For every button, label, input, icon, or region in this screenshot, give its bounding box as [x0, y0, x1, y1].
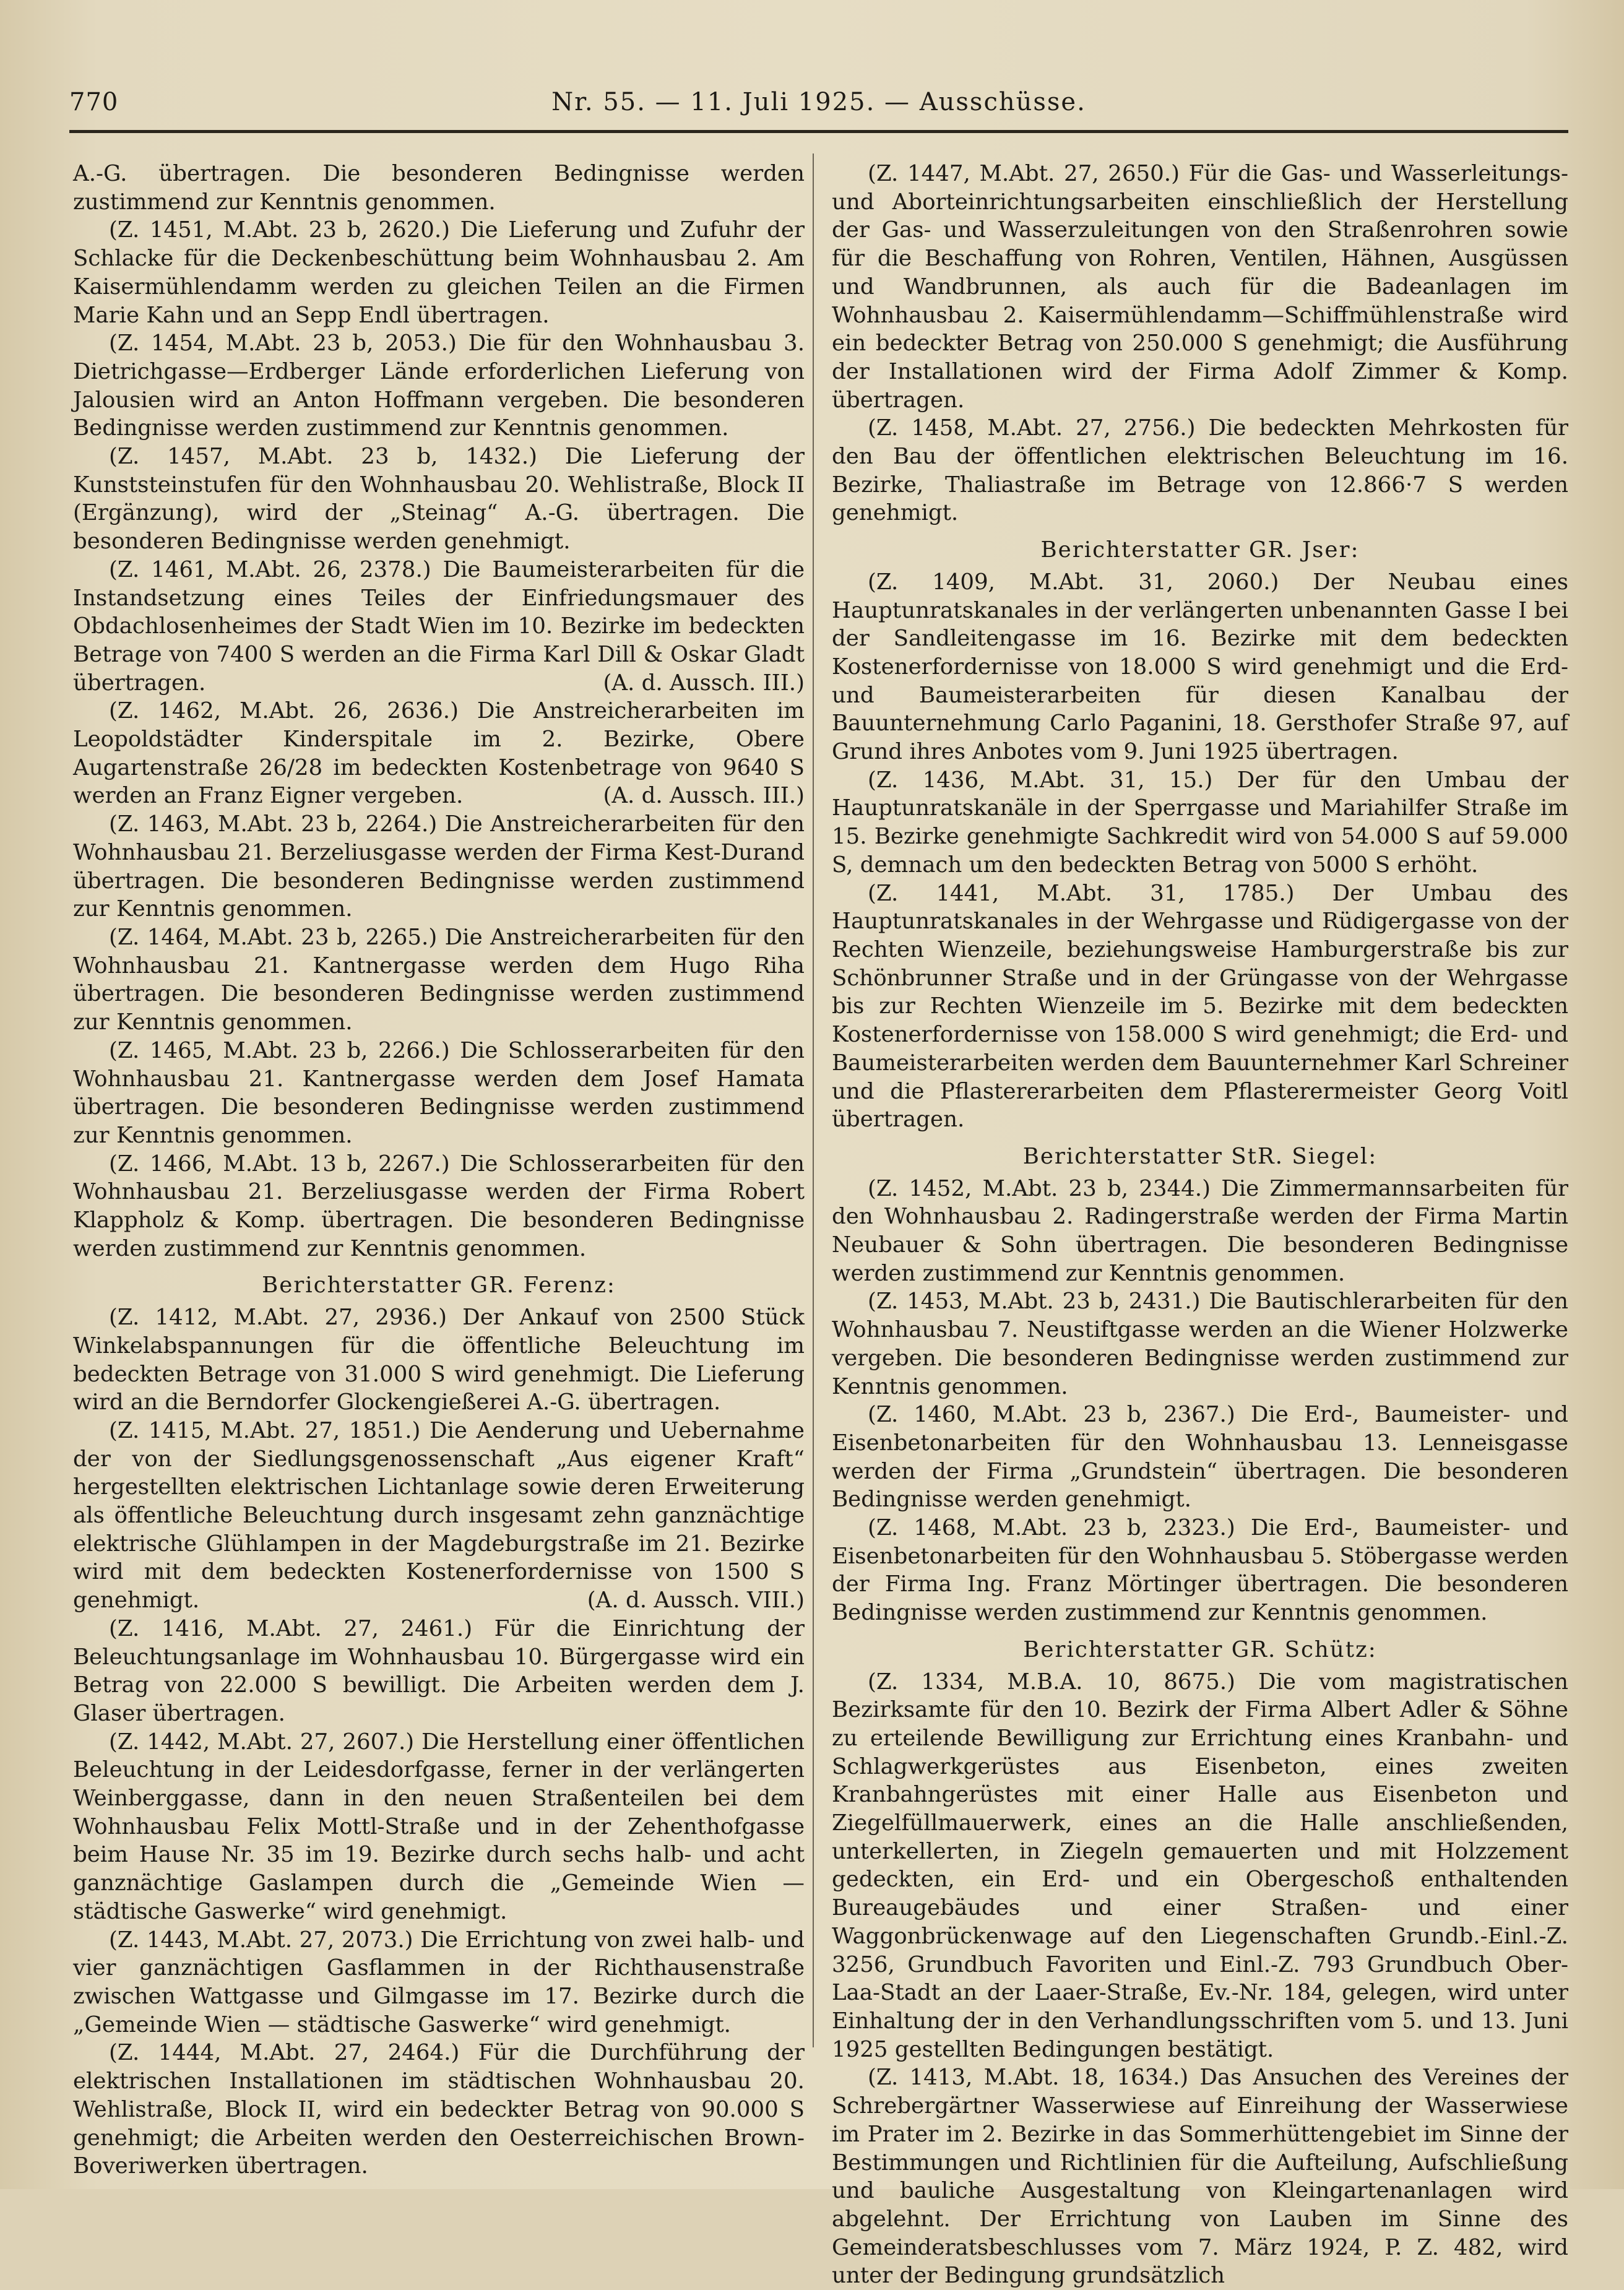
- paragraph: (Z. 1442, M.Abt. 27, 2607.) Die Herstellung einer öffentlichen Beleuchtung in der Leidesdorfgasse, ferner in der verlängerten Weinberggasse, dann in den neuen Straßenteilen bei dem Wohnhausbau Felix Mottl-Straße und in der Zehenthofgasse beim Hause Nr. 35 im 19. Bezirke durch sechs halb- und acht ganznächtige Gaslampen durch die „Gemeinde Wien — städtische Gaswerke“ wird genehmigt.: [73, 1729, 805, 1924]
- speaker-heading: Berichterstatter StR. Siegel:: [1022, 1143, 1378, 1169]
- paragraph: (Z. 1458, M.Abt. 27, 2756.) Die bedeckten Mehrkosten für den Bau der öffentlichen elektrischen Beleuchtung im 16. Bezirke, Thaliastraße im Betrage von 12.866·7 S werden genehmigt.: [832, 415, 1568, 526]
- paragraph: (Z. 1452, M.Abt. 23 b, 2344.) Die Zimmermannsarbeiten für den Wohnhausbau 2. Radingerstraße werden der Firma Martin Neubauer & Sohn übertragen. Die besonderen Bedingnisse werden zustimmend zur Kenntnis genommen.: [832, 1175, 1568, 1286]
- page-number: 770: [69, 88, 119, 116]
- paragraph: (Z. 1461, M.Abt. 26, 2378.) Die Baumeisterarbeiten für die Instandsetzung eines Teiles der Einfriedungsmauer des Obdachlosenheimes der Stadt Wien im 10. Bezirke im bedeckten Betrage von 7400 S werden an die Firma Karl Dill & Oskar Gladt übertragen. (A. d. Aussch. III.): [73, 556, 805, 698]
- paragraph: (Z. 1412, M.Abt. 27, 2936.) Der Ankauf von 2500 Stück Winkelabspannungen für die öffentliche Beleuchtung im bedeckten Betrage von 31.000 S wird genehmigt. Die Lieferung wird an die Berndorfer Glockengießerei A.-G. übertragen.: [73, 1305, 805, 1415]
- paragraph: (Z. 1436, M.Abt. 31, 15.) Der für den Umbau der Hauptunratskanäle in der Sperrgasse und Mariahilfer Straße im 15. Bezirke genehmigte Sachkredit wird von 54.000 S auf 59.000 S, demnach um den bedeckten Betrag von 5000 S erhöht.: [832, 767, 1568, 878]
- paragraph: A.-G. übertragen. Die besonderen Bedingnisse werden zustimmend zur Kenntnis genommen.: [73, 161, 805, 215]
- paragraph: (Z. 1409, M.Abt. 31, 2060.) Der Neubau eines Hauptunratskanales in der verlängerten unbenannten Gasse I bei der Sandleitengasse im 16. Bezirke mit dem bedeckten Kostenerfordernisse von 18.000 S wird genehmigt und die Erd- und Baumeisterarbeiten für diesen Kanalbau der Bauunternehmung Carlo Paganini, 18. Gersthofer Straße 97, auf Grund ihres Anbotes vom 9. Juni 1925 übertragen.: [832, 569, 1568, 765]
- paragraph: (Z. 1462, M.Abt. 26, 2636.) Die Anstreicherarbeiten im Leopoldstädter Kinderspitale im 2. Bezirke, Obere Augartenstraße 26/28 im bedeckten Kostenbetrage von 9640 S werden an Franz Eigner vergeben. (A. d. Aussch. III.): [73, 697, 805, 810]
- paragraph: (Z. 1465, M.Abt. 23 b, 2266.) Die Schlosserarbeiten für den Wohnhausbau 21. Kantnergasse werden dem Josef Hamata übertragen. Die besonderen Bedingnisse werden zustimmend zur Kenntnis genommen.: [73, 1037, 805, 1148]
- speaker-heading: Berichterstatter GR. Ferenz:: [262, 1272, 616, 1298]
- left-column: [73, 160, 805, 2180]
- paragraph: (Z. 1468, M.Abt. 23 b, 2323.) Die Erd-, Baumeister- und Eisenbetonarbeiten für den Wohnhausbau 5. Stöbergasse werden der Firma Ing. Franz Mörtinger übertragen. Die besonderen Bedingnisse werden zustimmend zur Kenntnis genommen.: [832, 1515, 1568, 1626]
- paragraph: (Z. 1444, M.Abt. 27, 2464.) Für die Durchführung der elektrischen Installationen im städtischen Wohnhausbau 20. Wehlistraße, Block II, wird ein bedeckter Betrag von 90.000 S genehmigt; die Arbeiten werden den Oesterreichischen Brown-Boveriwerken übertragen.: [73, 2040, 805, 2179]
- speaker-heading: Berichterstatter GR. Schütz:: [1023, 1636, 1377, 1662]
- paragraph: (Z. 1454, M.Abt. 23 b, 2053.) Die für den Wohnhausbau 3. Dietrichgasse—Erdberger Lände erforderlichen Lieferung von Jalousien wird an Anton Hoffmann vergeben. Die besonderen Bedingnisse werden zustimmend zur Kenntnis genommen.: [73, 331, 805, 441]
- speaker-heading: Berichterstatter GR. Jser:: [1040, 537, 1360, 563]
- paragraph: (Z. 1463, M.Abt. 23 b, 2264.) Die Anstreicherarbeiten für den Wohnhausbau 21. Berzeliusgasse werden der Firma Kest-Durand übertragen. Die besonderen Bedingnisse werden zustimmend zur Kenntnis genommen.: [73, 811, 805, 922]
- paragraph: (Z. 1466, M.Abt. 13 b, 2267.) Die Schlosserarbeiten für den Wohnhausbau 21. Berzeliusgasse werden der Firma Robert Klappholz & Komp. übertragen. Die besonderen Bedingnisse werden zustimmend zur Kenntnis genommen.: [73, 1151, 805, 1261]
- paragraph: (Z. 1441, M.Abt. 31, 1785.) Der Umbau des Hauptunratskanales in der Wehrgasse und Rüdigergasse von der Rechten Wienzeile, beziehungsweise Hamburgerstraße bis zur Schönbrunner Straße und in der Grüngasse von der Wehrgasse bis zur Rechten Wienzeile im 5. Bezirke mit dem bedeckten Kostenerfordernisse von 158.000 S wird genehmigt; die Erd- und Baumeisterarbeiten werden dem Bauunternehmer Karl Schreiner und die Pflastererarbeiten dem Pflasterermeister Georg Voitl übertragen.: [832, 880, 1568, 1133]
- paragraph: (Z. 1415, M.Abt. 27, 1851.) Die Aenderung und Uebernahme der von der Siedlungsgenossenschaft „Aus eigener Kraft“ hergestellten elektrischen Lichtanlage sowie deren Erweiterung als öffentliche Beleuchtung durch insgesamt zehn ganznächtige elektrische Glühlampen in der Magdeburgstraße im 21. Bezirke wird mit dem bedeckten Kostenerfordernisse von 1500 S genehmigt. (A. d. Aussch. VIII.): [73, 1417, 805, 1615]
- paragraph: (Z. 1464, M.Abt. 23 b, 2265.) Die Anstreicherarbeiten für den Wohnhausbau 21. Kantnergasse werden dem Hugo Riha übertragen. Die besonderen Bedingnisse werden zustimmend zur Kenntnis genommen.: [73, 924, 805, 1035]
- paragraph: (Z. 1416, M.Abt. 27, 2461.) Für die Einrichtung der Beleuchtungsanlage im Wohnhausbau 10. Bürgergasse wird ein Betrag von 22.000 S bewilligt. Die Arbeiten werden dem J. Glaser übertragen.: [73, 1615, 805, 1726]
- paragraph: (Z. 1460, M.Abt. 23 b, 2367.) Die Erd-, Baumeister- und Eisenbetonarbeiten für den Wohnhausbau 13. Lenneisgasse werden der Firma „Grundstein“ übertragen. Die besonderen Bedingnisse werden genehmigt.: [832, 1402, 1568, 1513]
- committee-note: (A. d. Aussch. III.): [603, 670, 805, 696]
- paragraph: (Z. 1457, M.Abt. 23 b, 1432.) Die Lieferung der Kunststeinstufen für den Wohnhausbau 20. Wehlistraße, Block II (Ergänzung), wird der „Steinag“ A.-G. übertragen. Die besonderen Bedingnisse werden genehmigt.: [73, 444, 805, 555]
- committee-note: (A. d. Aussch. VIII.): [587, 1588, 805, 1614]
- page-header: [69, 74, 1568, 133]
- paragraph: (Z. 1334, M.B.A. 10, 8675.) Die vom magistratischen Bezirksamte für den 10. Bezirk der Firma Albert Adler & Söhne zu erteilende Bewilligung zur Errichtung eines Kranbahn- und Schlagwerkgerüstes aus Eisenbeton, eines zweiten Kranbahngerüstes mit einer Halle aus Eisenbeton und Ziegelfüllmauerwerk, eines an die Halle anschließenden, unterkellerten, in Ziegeln gemauerten und mit Holzzement gedeckten, ein Erd- und ein Obergeschoß enthaltenden Bureaugebäudes und einer Straßen- und einer Waggonbrückenwage auf den Liegenschaften Grundb.-Einl.-Z. 3256, Grundbuch Favoriten und Einl.-Z. 793 Grundbuch Ober-Laa-Stadt an der Laaer-Straße, Ev.-Nr. 184, gelegen, wird unter Einhaltung der in den Verhandlungsschriften vom 5. und 13. Juni 1925 gestellten Bedingungen bestätigt.: [832, 1669, 1568, 2062]
- paragraph: (Z. 1443, M.Abt. 27, 2073.) Die Errichtung von zwei halb- und vier ganznächtigen Gasflammen in der Richthausenstraße zwischen Wattgasse und Gilmgasse im 17. Bezirke durch die „Gemeinde Wien — städtische Gaswerke“ wird genehmigt.: [73, 1927, 805, 2037]
- paragraph: (Z. 1453, M.Abt. 23 b, 2431.) Die Bautischlerarbeiten für den Wohnhausbau 7. Neustiftgasse werden an die Wiener Holzwerke vergeben. Die besonderen Bedingnisse werden zustimmend zur Kenntnis genommen.: [832, 1289, 1568, 1399]
- running-title: Nr. 55. — 11. Juli 1925. — Ausschüsse.: [551, 88, 1086, 116]
- paragraph: (Z. 1447, M.Abt. 27, 2650.) Für die Gas- und Wasserleitungs- und Aborteinrichtungsarbeiten einschließlich der Herstellung der Gas- und Wasserzuleitungen von den Straßenrohren sowie für die Beschaffung von Rohren, Ventilen, Hähnen, Ausgüssen und Wandbrunnen, als auch für die Badeanlagen im Wohnhausbau 2. Kaisermühlendamm—Schiffmühlenstraße wird ein bedeckter Betrag von 250.000 S genehmigt; die Ausführung der Installationen wird der Firma Adolf Zimmer & Komp. übertragen.: [832, 161, 1568, 413]
- committee-note: (A. d. Aussch. III.): [603, 783, 805, 809]
- paragraph: (Z. 1451, M.Abt. 23 b, 2620.) Die Lieferung und Zufuhr der Schlacke für die Deckenbeschüttung beim Wohnhausbau 2. Am Kaisermühlendamm werden zu gleichen Teilen an die Firmen Marie Kahn und an Sepp Endl übertragen.: [73, 217, 805, 328]
- right-column: [832, 160, 1568, 2290]
- column-divider: [813, 153, 814, 2047]
- paragraph: (Z. 1413, M.Abt. 18, 1634.) Das Ansuchen des Vereines der Schrebergärtner Wasserwiese auf Einreihung der Wasserwiese im Prater im 2. Bezirke in das Sommerhüttengebiet im Sinne der Bestimmungen und Richtlinien für die Aufteilung, Aufschließung und bauliche Ausgestaltung von Kleingartenanlagen wird abgelehnt. Der Errichtung von Lauben im Sinne des Gemeinderatsbeschlusses vom 7. März 1924, P. Z. 482, wird unter der Bedingung grundsätzlich: [832, 2065, 1568, 2289]
